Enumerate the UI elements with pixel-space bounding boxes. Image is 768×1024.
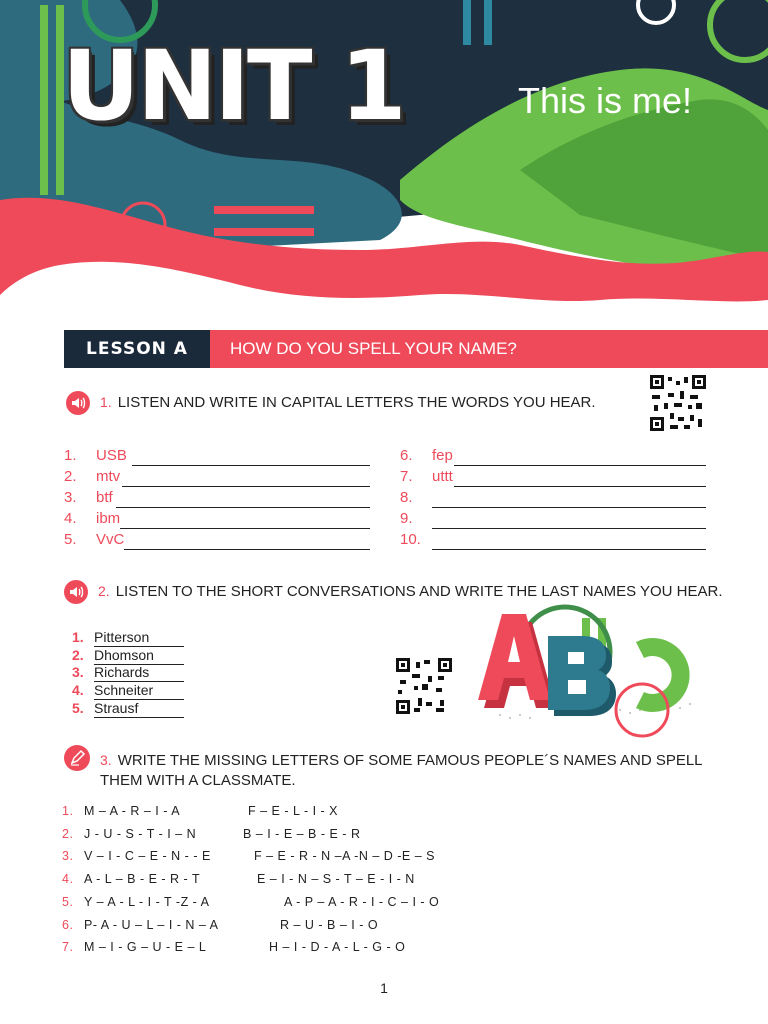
item-number: 6. (400, 447, 413, 464)
item-number: 4. (64, 510, 77, 527)
exercise-2-instruction (98, 583, 722, 600)
answer-text: mtv (96, 468, 121, 485)
answer-text: Strausf (94, 699, 184, 718)
answer-text: VvC (96, 531, 125, 548)
lesson-bar (64, 330, 768, 368)
list-item (269, 938, 405, 956)
lesson-tag: LESSON A (64, 330, 210, 368)
name-left: Y – A - L - I - T -Z - A (84, 895, 210, 909)
list-item[interactable] (400, 509, 706, 529)
answer-text: Dhomson (94, 646, 184, 665)
name-left: V – I - C – E - N - - E (84, 849, 211, 863)
list-item[interactable] (64, 509, 370, 529)
item-number: 8. (400, 489, 413, 506)
name-left: M – I - G – U - E – L (84, 940, 207, 954)
answer-text: USB (96, 447, 127, 464)
name-right: F – E - R - N –A -N – D -E – S (254, 849, 436, 863)
qr-code-icon (650, 375, 706, 431)
name-left: P- A - U – L – I - N – A (84, 918, 219, 932)
abc-letters-illustration (470, 600, 710, 750)
instruction-text: LISTEN TO THE SHORT CONVERSATIONS AND WRITE THE LAST NAMES YOU HEAR. (115, 583, 723, 600)
speaker-icon[interactable] (66, 391, 90, 415)
item-number: 3. (64, 489, 77, 506)
exercise-number: 3. (100, 752, 112, 768)
list-item (257, 870, 415, 888)
item-number: 7. (400, 468, 413, 485)
list-item (254, 847, 435, 865)
name-left: J - U - S - T - I – N (84, 827, 197, 841)
list-item (248, 802, 338, 820)
exercise-1-instruction (100, 394, 596, 411)
name-right: F – E - L - I - X (248, 804, 338, 818)
item-number: 5. (64, 531, 77, 548)
pencil-icon (64, 745, 90, 771)
answer-text: Pitterson (94, 628, 184, 647)
instruction-text: WRITE THE MISSING LETTERS OF SOME FAMOUS PEOPLE´S NAMES AND SPELL (117, 752, 703, 769)
answer-text: Richards (94, 663, 184, 682)
name-right: B – I - E – B - E - R (243, 827, 361, 841)
speaker-icon[interactable] (64, 580, 88, 604)
exercise-number: 2. (98, 583, 110, 599)
answer-text: btf (96, 489, 113, 506)
list-item[interactable] (400, 467, 706, 487)
item-number: 4. (72, 682, 84, 698)
item-number: 3. (72, 664, 84, 680)
list-item: 6. P- A - U – L – I - N – A (62, 918, 219, 932)
name-left: M – A - R – I - A (84, 804, 181, 818)
item-number: 10. (400, 531, 421, 548)
item-number: 2. (64, 468, 77, 485)
name-right: R – U - B – I - O (280, 918, 379, 932)
exercise-number: 1. (100, 394, 112, 410)
item-number: 1. (64, 447, 77, 464)
answer-text: ibm (96, 510, 121, 527)
unit-title: UNIT 1 (62, 30, 404, 142)
list-item (280, 916, 378, 934)
exercise-3-instruction (100, 750, 720, 791)
qr-code-icon (396, 658, 452, 714)
page-number: 1 (380, 980, 388, 996)
answer-text: fep (432, 447, 453, 464)
name-right: A - P – A - R - I - C – I - O (284, 895, 440, 909)
name-right: E – I - N – S - T – E - I - N (257, 872, 415, 886)
item-number: 9. (400, 510, 413, 527)
instruction-text: THEM WITH A CLASSMATE. (100, 772, 296, 789)
list-item[interactable] (64, 446, 370, 466)
list-item: 4. A - L – B - E - R - T (62, 872, 201, 886)
item-number: 2. (72, 647, 84, 663)
item-number: 1. (72, 629, 84, 645)
instruction-text: LISTEN AND WRITE IN CAPITAL LETTERS THE WORDS YOU HEAR. (117, 394, 596, 411)
answer-text: Schneiter (94, 681, 184, 700)
list-item[interactable] (400, 488, 706, 508)
unit-subtitle: This is me! (518, 80, 693, 121)
list-item: 2. J - U - S - T - I – N (62, 827, 197, 841)
list-item[interactable] (64, 467, 370, 487)
list-item: 1. M – A - R – I - A (62, 804, 181, 818)
list-item[interactable] (400, 446, 706, 466)
item-number: 5. (72, 700, 84, 716)
list-item (284, 893, 439, 911)
list-item: 7. M – I - G – U - E – L (62, 940, 207, 954)
lesson-heading: HOW DO YOU SPELL YOUR NAME? (230, 339, 517, 358)
list-item[interactable] (64, 488, 370, 508)
list-item: 5. Y – A - L - I - T -Z - A (62, 895, 210, 909)
list-item[interactable] (400, 530, 706, 550)
list-item[interactable] (64, 530, 370, 550)
name-right: H – I - D - A - L - G - O (269, 940, 406, 954)
name-left: A - L – B - E - R - T (84, 872, 201, 886)
list-item (243, 825, 360, 843)
answer-text: uttt (432, 468, 453, 485)
list-item: 3. V – I - C – E - N - - E (62, 849, 211, 863)
